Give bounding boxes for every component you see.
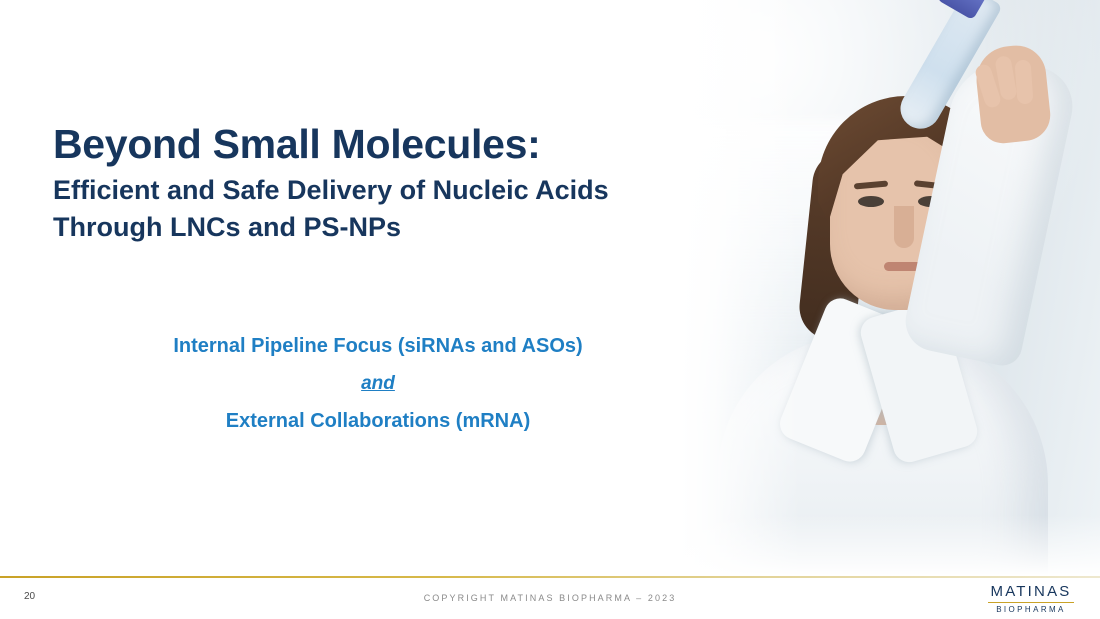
- logo-divider: [988, 602, 1074, 603]
- page-title: Beyond Small Molecules:: [53, 121, 541, 167]
- photo-finger: [1014, 59, 1033, 104]
- copyright-text: COPYRIGHT MATINAS BIOPHARMA – 2023: [423, 593, 677, 603]
- highlight-list: [53, 336, 703, 431]
- highlight-item-internal-pipeline: Internal Pipeline Focus (siRNAs and ASOs): [173, 335, 583, 357]
- footer: [0, 578, 1100, 619]
- highlight-item-external-collaborations: External Collaborations (mRNA): [225, 410, 531, 432]
- logo-wordmark: MATINAS: [990, 583, 1072, 600]
- company-logo: [988, 584, 1074, 614]
- page-subtitle-line-1: Efficient and Safe Delivery of Nucleic Acids: [53, 175, 609, 206]
- photo-eye-left: [858, 196, 884, 207]
- photo-left-fade: [680, 0, 800, 575]
- page-number: 20: [24, 591, 36, 602]
- title-block: [53, 120, 693, 245]
- highlight-item-and: and: [361, 373, 395, 394]
- logo-tagline: BIOPHARMA: [996, 605, 1066, 614]
- page-subtitle-line-2: Through LNCs and PS-NPs: [53, 211, 402, 242]
- hero-photo: [680, 0, 1100, 575]
- photo-bottom-fade: [680, 515, 1100, 575]
- photo-nose: [894, 206, 914, 248]
